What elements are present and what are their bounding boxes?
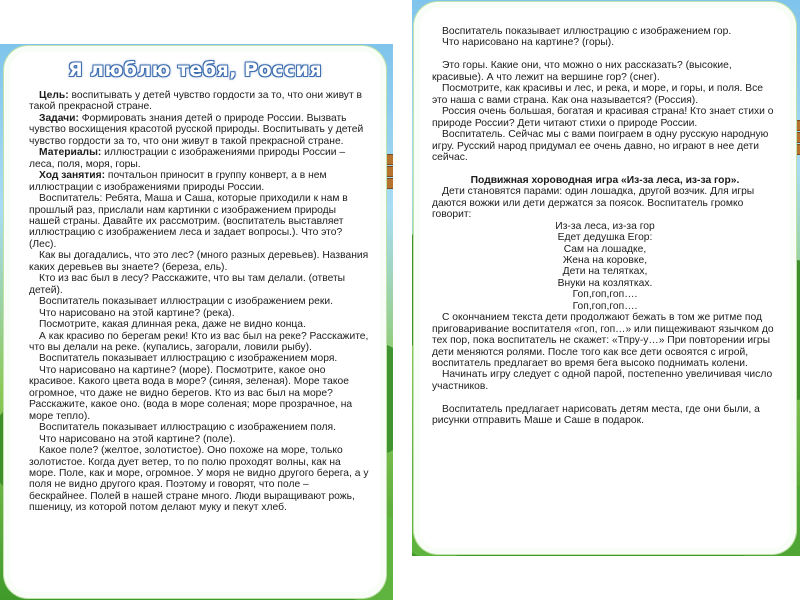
materials-text: иллюстрации с изображениями природы России – леса, поля, моря, горы. [29,147,346,170]
left-page [0,44,393,600]
poem-line: Внуки на козлятках. [557,277,653,289]
tasks-text: Формировать знания детей о природе России. Вызвать чувство восхищения красотой русской природы. Воспитывать у детей чувство гордости за то, что они живут в такой прекрасной стране. [29,112,364,147]
body-paragraph: Начинать игру следует с одной парой, постепенно увеличивая число участников. [432,369,773,392]
body-paragraph: Что нарисовано на картине? (море). Посмотрите, какое оно красивое. Какого цвета вода в море? (синяя, зеленая). Море такое огромное, что даже не видно берегов. Кто из вас был на море? Расскажите, какое оно. (вода в море соленая; море прозрачное, на море тепло). [29,364,353,422]
poem-line: Гоп,гоп,гоп…. [572,300,638,312]
right-page [412,0,800,556]
house-log-decoration [378,154,393,165]
game-intro: Дети становятся парами: один лошадка, другой возчик. Для игры даются вожжи или дети держатся за поясок. Воспитатель громко говорит: [432,186,755,221]
right-paper [420,8,790,548]
poem-line: Из-за леса, из-за гор [555,220,655,232]
body-paragraph: Посмотрите, как красивы и лес, и река, и море, и горы, и поля. Все это наша с вами страна. Как она называется? (Россия). [432,83,764,106]
body-paragraph: Воспитатель показывает иллюстрацию с изображением поля. [39,422,336,434]
poem-line: Гоп,гоп,гоп…. [572,289,638,301]
closing-paragraph: Воспитатель предлагает нарисовать детям места, где они были, а рисунки отправить Маше и Саше в подарок. [432,403,760,427]
body-paragraph: Посмотрите, какая длинная река, даже не видно конца. [39,319,306,331]
body-paragraph: Воспитатель: Ребята, Маша и Саша, которые приходили к нам в прошлый раз, прислали нам картинки с изображением природы нашей страны. Давайте их рассмотрим. (воспитатель выставляет иллюстрацию с изображением леса и задает вопросы.). Что это? (Лес). [29,193,348,250]
spacer [432,49,778,60]
body-paragraph: Какое поле? (желтое, золотистое). Оно похоже на море, только золотистое. Когда дует ветер, то по полю проходят волны, как на море. Поле, как и море, огромное. У моря не видно другого берега, а у поля не видно другого края. Поэтому и говорят, что поле – бескрайнее. Полей в нашей стране много. Люди выращивают рожь, пшеницу, из которой потом делают муку и пекут хлеб. [29,445,369,514]
spacer [432,163,778,174]
tasks-paragraph [29,113,369,147]
course-text: почтальон приносит в группу конверт, а в нем иллюстрации с изображениями природы России. [29,170,327,193]
goal-label: Цель: [39,90,69,101]
goal-text: воспитывать у детей чувство гордости за то, что они живут в такой прекрасной стране. [29,90,363,113]
goal-paragraph [29,90,369,113]
body-paragraph: Воспитатель показывает иллюстрации с изображением реки. [39,296,334,308]
body-paragraph: Кто из вас был в лесу? Расскажите, что вы там делали. (ответы детей). [29,273,346,296]
poem-line: Жена на коровке, [562,254,648,266]
poem-line: Дети на телятках, [562,266,648,278]
body-paragraph: Что нарисовано на картине? (горы). [442,37,615,49]
body-paragraph: С окончанием текста дети продолжают бежать в том же ритме под приговаривание воспитателя «гоп, гоп…» или пищеживают язычком до тех пор, пока воспитатель не скажет: «Тпру-у…» При повторении игры дети меняются ролями. После того как все дети освоятся с игрой, воспитатель предлагает во время бега высоко поднимать колени. [432,312,774,369]
body-paragraph: Как вы догадались, что это лес? (много разных деревьев). Названия каких деревьев вы знаете? (береза, ель). [29,250,369,273]
spacer [432,392,778,403]
materials-paragraph [29,147,369,170]
body-paragraph: Что нарисовано на этой картине? (река). [39,307,235,319]
body-paragraph: Россия очень большая, богатая и красивая страна! Кто знает стихи о природе России? Дети читают стихи о природе России. [432,106,774,129]
tasks-label: Задачи: [39,112,79,124]
game-title: Подвижная хороводная игра «Из-за леса, из-за гор». [470,174,740,186]
materials-label: Материалы: [39,147,102,159]
house-log-decoration [378,166,393,177]
course-label: Ход занятия: [39,170,106,182]
body-paragraph: Воспитатель показывает иллюстрацию с изображением гор. [442,26,732,37]
left-paper [10,52,380,592]
game-poem [432,221,778,313]
page-title: Я люблю тебя, Россия [67,59,323,81]
body-paragraph: А как красиво по берегам реки! Кто из вас был на реке? Расскажите, что вы делали на реке. (купались, загорали, ловили рыбу). [29,330,369,353]
poem-line: Сам на лошадке, [563,243,647,255]
right-text-block [432,26,778,427]
body-paragraph: Что нарисовано на этой картине? (поле). [39,433,236,445]
course-paragraph [29,170,369,193]
house-log-decoration [378,178,393,189]
poem-line: Едет дедушка Егор: [557,232,653,244]
body-paragraph: Воспитатель. Сейчас мы с вами поиграем в одну русскую народную игру. Русский народ придумал ее очень давно, но играют в нее дети сейчас. [432,129,769,163]
left-text-block [29,90,369,514]
body-paragraph: Это горы. Какие они, что можно о них рассказать? (высокие, красивые). А что лежит на вершине гор? (снег). [432,60,732,83]
body-paragraph: Воспитатель показывает иллюстрацию с изображением моря. [39,353,338,365]
